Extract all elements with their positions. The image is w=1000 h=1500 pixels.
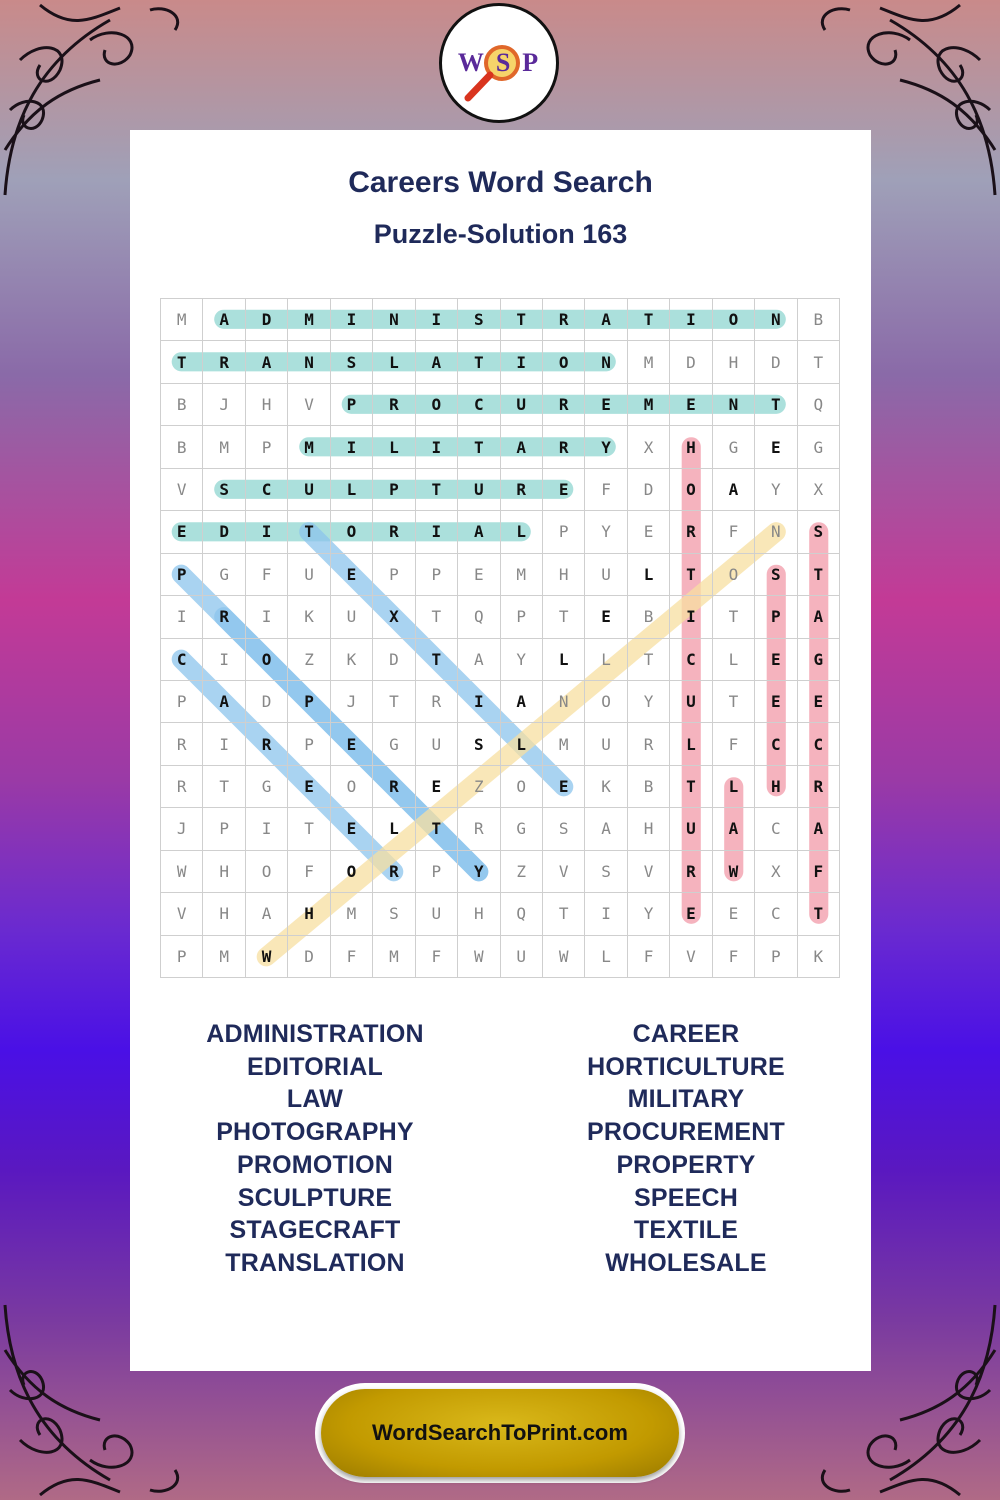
grid-cell[interactable]: U [288,554,330,596]
grid-cell[interactable]: B [628,596,670,638]
grid-cell[interactable]: O [713,554,755,596]
grid-cell[interactable]: Y [585,511,627,553]
grid-cell[interactable]: I [416,511,458,553]
grid-cell[interactable]: H [543,554,585,596]
grid-cell[interactable]: K [585,766,627,808]
grid-cell[interactable]: T [798,341,840,383]
grid-cell[interactable]: E [543,469,585,511]
grid-cell[interactable]: E [331,554,373,596]
grid-cell[interactable]: F [798,851,840,893]
grid-cell[interactable]: R [543,384,585,426]
grid-cell[interactable]: H [203,893,245,935]
grid-cell[interactable]: R [373,384,415,426]
word-list-left [130,1018,500,1280]
grid-cell[interactable]: F [416,936,458,978]
grid-cell[interactable]: M [543,723,585,765]
grid-cell[interactable]: E [161,511,203,553]
grid-cell[interactable]: L [628,554,670,596]
grid-cell[interactable]: F [246,554,288,596]
grid-cell[interactable]: A [585,299,627,341]
grid-cell[interactable]: L [501,511,543,553]
grid-cell[interactable]: E [331,808,373,850]
grid-cell[interactable]: Q [458,596,500,638]
grid-cell[interactable]: T [713,596,755,638]
logo-text: WSP [457,48,551,77]
grid-cell[interactable]: P [543,511,585,553]
grid-cell[interactable]: O [331,851,373,893]
grid-cell[interactable]: B [161,384,203,426]
grid-cell[interactable]: A [798,596,840,638]
grid-cell[interactable]: A [458,511,500,553]
grid-cell[interactable]: R [161,766,203,808]
grid-cell[interactable]: W [713,851,755,893]
word-list-item: LAW [286,1085,344,1114]
grid-cell[interactable]: M [203,936,245,978]
grid-cell[interactable]: M [288,299,330,341]
grid-cell[interactable]: L [501,723,543,765]
grid-cell[interactable]: T [670,554,712,596]
grid-cell[interactable]: I [203,639,245,681]
grid-cell[interactable]: T [628,639,670,681]
grid-cell[interactable]: D [288,936,330,978]
grid-cell[interactable]: T [543,596,585,638]
grid-cell[interactable]: I [416,299,458,341]
grid-cell[interactable]: G [798,426,840,468]
grid-cell[interactable]: P [161,554,203,596]
grid-cell[interactable]: D [203,511,245,553]
word-list-item: MILITARY [627,1085,745,1114]
grid-cell[interactable]: F [331,936,373,978]
grid-cell[interactable]: T [203,766,245,808]
grid-cell[interactable]: I [458,681,500,723]
grid-cell[interactable]: S [203,469,245,511]
grid-cell[interactable]: U [585,723,627,765]
grid-cell[interactable]: N [585,341,627,383]
grid-cell[interactable]: E [755,681,797,723]
grid-cell[interactable]: H [246,384,288,426]
grid-cell[interactable]: B [628,766,670,808]
grid-cell[interactable]: A [246,893,288,935]
grid-cell[interactable]: T [713,681,755,723]
grid-cell[interactable]: V [628,851,670,893]
grid-cell[interactable]: P [288,723,330,765]
word-list-item: ADMINISTRATION [206,1020,424,1048]
word-list-item: SPEECH [633,1183,738,1212]
grid-cell[interactable]: F [713,723,755,765]
grid-cell[interactable]: A [203,299,245,341]
grid-cell[interactable]: G [798,639,840,681]
grid-cell[interactable]: T [458,341,500,383]
footer-badge[interactable] [315,1383,685,1483]
grid-cell[interactable]: O [331,766,373,808]
grid-cell[interactable]: P [246,426,288,468]
grid-cell[interactable]: V [670,936,712,978]
grid-cell[interactable]: V [161,893,203,935]
grid-cell[interactable]: U [501,936,543,978]
grid-cell[interactable]: U [416,893,458,935]
grid-cell[interactable]: A [416,341,458,383]
grid-cell[interactable]: C [246,469,288,511]
grid-cell[interactable]: X [628,426,670,468]
grid-cell[interactable]: E [670,384,712,426]
grid-cell[interactable]: E [713,893,755,935]
grid-cell[interactable]: G [246,766,288,808]
grid-cell[interactable]: Y [628,681,670,723]
grid-cell[interactable]: M [501,554,543,596]
word-list-right [501,1018,871,1280]
grid-cell[interactable]: I [331,426,373,468]
grid-cell[interactable]: O [246,851,288,893]
word-list-item: TRANSLATION [225,1248,405,1277]
grid-cell[interactable]: P [755,596,797,638]
word-list-item: EDITORIAL [246,1052,384,1081]
grid-cell[interactable]: O [585,681,627,723]
grid-cell[interactable]: T [798,554,840,596]
word-search-grid [160,298,840,978]
grid-cell[interactable]: O [713,299,755,341]
grid-cell[interactable]: R [203,596,245,638]
grid-cell[interactable]: P [755,936,797,978]
grid-cell[interactable]: H [713,341,755,383]
grid-cell[interactable]: G [501,808,543,850]
grid-cell[interactable]: U [288,469,330,511]
grid-cell[interactable]: B [161,426,203,468]
grid-cell[interactable]: V [543,851,585,893]
grid-cell[interactable]: V [288,384,330,426]
grid-cell[interactable]: F [585,469,627,511]
grid-cell[interactable]: D [755,341,797,383]
grid-cell[interactable]: M [331,893,373,935]
grid-cell[interactable]: F [288,851,330,893]
grid-cell[interactable]: W [161,851,203,893]
grid-cell[interactable]: S [755,554,797,596]
grid-cell[interactable]: R [203,341,245,383]
grid-cell[interactable]: D [246,299,288,341]
grid-cell[interactable]: C [755,808,797,850]
grid-cell[interactable]: U [501,384,543,426]
grid-cell[interactable]: I [416,426,458,468]
grid-cell[interactable]: T [416,469,458,511]
grid-cell[interactable]: L [585,639,627,681]
grid-cell[interactable]: M [628,384,670,426]
grid-cell[interactable]: U [585,554,627,596]
grid-cell[interactable]: C [755,893,797,935]
grid-cell[interactable]: D [628,469,670,511]
grid-cell[interactable]: R [543,426,585,468]
grid-cell[interactable]: M [161,299,203,341]
grid-cell[interactable]: R [670,851,712,893]
word-list-item: TEXTILE [633,1216,739,1245]
grid-cell[interactable]: I [246,808,288,850]
grid-cell[interactable]: E [585,384,627,426]
grid-cell[interactable]: E [670,893,712,935]
word-list-item: CAREER [632,1020,740,1048]
grid-cell[interactable]: L [585,936,627,978]
grid-cell[interactable]: A [713,469,755,511]
grid-cell[interactable]: R [161,723,203,765]
word-list-item: PROCUREMENT [586,1118,786,1147]
grid-cell[interactable]: H [288,893,330,935]
grid-cell[interactable]: A [713,808,755,850]
grid-cell[interactable]: K [331,639,373,681]
grid-cell[interactable]: T [755,384,797,426]
letter-grid [160,298,840,978]
grid-cell[interactable]: H [203,851,245,893]
word-list-item: PHOTOGRAPHY [216,1118,414,1147]
grid-cell[interactable]: P [161,936,203,978]
grid-cell[interactable]: S [373,893,415,935]
grid-cell[interactable]: L [543,639,585,681]
grid-cell[interactable]: N [713,384,755,426]
grid-cell[interactable]: T [670,766,712,808]
grid-cell[interactable]: M [373,936,415,978]
grid-cell[interactable]: A [501,681,543,723]
site-url: WordSearchToPrint.com [372,1420,628,1445]
grid-cell[interactable]: L [331,469,373,511]
grid-cell[interactable]: G [373,723,415,765]
grid-cell[interactable]: J [331,681,373,723]
grid-cell[interactable]: P [501,596,543,638]
grid-cell[interactable]: W [543,936,585,978]
grid-cell[interactable]: T [288,808,330,850]
grid-cell[interactable]: P [288,681,330,723]
grid-cell[interactable]: T [458,426,500,468]
grid-cell[interactable]: K [288,596,330,638]
grid-cell[interactable]: I [161,596,203,638]
word-list-item: PROMOTION [237,1150,393,1179]
grid-cell[interactable]: U [458,469,500,511]
grid-cell[interactable]: P [373,554,415,596]
grid-cell[interactable]: C [670,639,712,681]
grid-cell[interactable]: C [755,723,797,765]
grid-cell[interactable]: E [585,596,627,638]
grid-cell[interactable]: L [670,723,712,765]
grid-cell[interactable]: X [798,469,840,511]
grid-cell[interactable]: P [373,469,415,511]
grid-cell[interactable]: S [458,723,500,765]
grid-cell[interactable]: Y [628,893,670,935]
grid-cell[interactable]: S [543,808,585,850]
grid-cell[interactable]: O [501,766,543,808]
site-logo[interactable] [439,3,559,123]
grid-cell[interactable]: Z [501,851,543,893]
grid-cell[interactable]: O [416,384,458,426]
grid-cell[interactable]: H [628,808,670,850]
grid-cell[interactable]: A [246,341,288,383]
grid-cell[interactable]: M [628,341,670,383]
grid-cell[interactable]: O [331,511,373,553]
grid-cell[interactable]: L [373,808,415,850]
grid-cell[interactable]: D [373,639,415,681]
grid-cell[interactable]: P [416,851,458,893]
grid-cell[interactable]: F [713,511,755,553]
grid-cell[interactable]: L [373,426,415,468]
grid-cell[interactable]: T [373,681,415,723]
grid-cell[interactable]: S [331,341,373,383]
grid-cell[interactable]: R [798,766,840,808]
grid-cell[interactable]: N [373,299,415,341]
grid-cell[interactable]: H [458,893,500,935]
word-list-item: SCULPTURE [237,1183,393,1212]
grid-cell[interactable]: E [458,554,500,596]
page-title: Careers Word Search [348,166,653,199]
grid-cell[interactable]: P [331,384,373,426]
grid-cell[interactable]: D [246,681,288,723]
grid-cell[interactable]: R [416,681,458,723]
grid-cell[interactable]: T [798,893,840,935]
grid-cell[interactable]: I [670,299,712,341]
grid-cell[interactable]: M [288,426,330,468]
grid-cell[interactable]: U [670,808,712,850]
grid-cell[interactable]: T [161,341,203,383]
grid-cell[interactable]: T [628,299,670,341]
grid-cell[interactable]: Y [755,469,797,511]
grid-cell[interactable]: M [203,426,245,468]
grid-cell[interactable]: O [543,341,585,383]
word-list-item: WHOLESALE [605,1248,767,1277]
grid-cell[interactable]: Y [585,426,627,468]
grid-cell[interactable]: A [458,639,500,681]
grid-cell[interactable]: X [373,596,415,638]
grid-cell[interactable]: E [798,681,840,723]
grid-cell[interactable]: R [628,723,670,765]
grid-cell[interactable]: N [543,681,585,723]
grid-cell[interactable]: I [246,596,288,638]
grid-cell[interactable]: J [161,808,203,850]
grid-cell[interactable]: N [755,511,797,553]
page-subtitle: Puzzle-Solution 163 [373,219,628,249]
grid-cell[interactable]: C [798,723,840,765]
grid-cell[interactable]: R [501,469,543,511]
grid-cell[interactable]: T [288,511,330,553]
grid-cell[interactable]: P [161,681,203,723]
grid-cell[interactable]: E [755,426,797,468]
grid-cell[interactable]: R [373,511,415,553]
grid-cell[interactable]: N [288,341,330,383]
grid-cell[interactable]: Q [501,893,543,935]
grid-cell[interactable]: U [416,723,458,765]
grid-cell[interactable]: E [416,766,458,808]
grid-cell[interactable]: G [203,554,245,596]
grid-cell[interactable]: W [458,936,500,978]
grid-cell[interactable]: I [203,723,245,765]
grid-cell[interactable]: B [798,299,840,341]
grid-cell[interactable]: T [501,299,543,341]
grid-cell[interactable]: I [670,596,712,638]
grid-cell[interactable]: I [501,341,543,383]
grid-cell[interactable]: F [713,936,755,978]
grid-cell[interactable]: D [670,341,712,383]
grid-cell[interactable]: A [585,808,627,850]
grid-cell[interactable]: V [161,469,203,511]
grid-cell[interactable]: P [203,808,245,850]
site-link-button[interactable] [321,1389,679,1477]
grid-cell[interactable]: Y [501,639,543,681]
grid-cell[interactable]: A [203,681,245,723]
grid-cell[interactable]: X [755,851,797,893]
grid-cell[interactable]: N [755,299,797,341]
grid-cell[interactable]: F [628,936,670,978]
grid-cell[interactable]: P [416,554,458,596]
grid-cell[interactable]: Z [458,766,500,808]
word-list-item: PROPERTY [616,1150,756,1179]
grid-cell[interactable]: A [798,808,840,850]
grid-cell[interactable]: R [543,299,585,341]
grid-cell[interactable]: H [755,766,797,808]
grid-cell[interactable]: C [458,384,500,426]
grid-cell[interactable]: G [713,426,755,468]
grid-cell[interactable]: T [416,808,458,850]
grid-cell[interactable]: R [246,723,288,765]
grid-cell[interactable]: O [670,469,712,511]
grid-cell[interactable]: E [543,766,585,808]
grid-cell[interactable]: J [203,384,245,426]
grid-cell[interactable]: Q [798,384,840,426]
grid-cell[interactable]: E [755,639,797,681]
grid-cell[interactable]: Y [458,851,500,893]
grid-cell[interactable]: O [246,639,288,681]
grid-cell[interactable]: U [331,596,373,638]
word-list-item: HORTICULTURE [587,1052,785,1081]
grid-cell[interactable]: C [161,639,203,681]
grid-cell[interactable]: S [458,299,500,341]
grid-cell[interactable]: K [798,936,840,978]
grid-cell[interactable]: W [246,936,288,978]
grid-cell[interactable]: E [331,723,373,765]
grid-cell[interactable]: T [543,893,585,935]
grid-cell[interactable]: Z [288,639,330,681]
puzzle-card [130,130,871,1371]
grid-cell[interactable]: E [288,766,330,808]
grid-cell[interactable]: R [458,808,500,850]
grid-cell[interactable]: U [670,681,712,723]
word-list-item: STAGECRAFT [229,1216,401,1245]
grid-cell[interactable]: R [373,766,415,808]
grid-cell[interactable]: E [628,511,670,553]
grid-cell[interactable]: H [670,426,712,468]
grid-cell[interactable]: I [585,893,627,935]
grid-cell[interactable]: L [713,766,755,808]
grid-cell[interactable]: T [416,639,458,681]
grid-cell[interactable]: A [501,426,543,468]
grid-cell[interactable]: I [246,511,288,553]
grid-cell[interactable]: R [670,511,712,553]
grid-cell[interactable]: I [331,299,373,341]
grid-cell[interactable]: S [585,851,627,893]
grid-cell[interactable]: L [373,341,415,383]
grid-cell[interactable]: L [713,639,755,681]
grid-cell[interactable]: R [373,851,415,893]
grid-cell[interactable]: T [416,596,458,638]
grid-cell[interactable]: S [798,511,840,553]
